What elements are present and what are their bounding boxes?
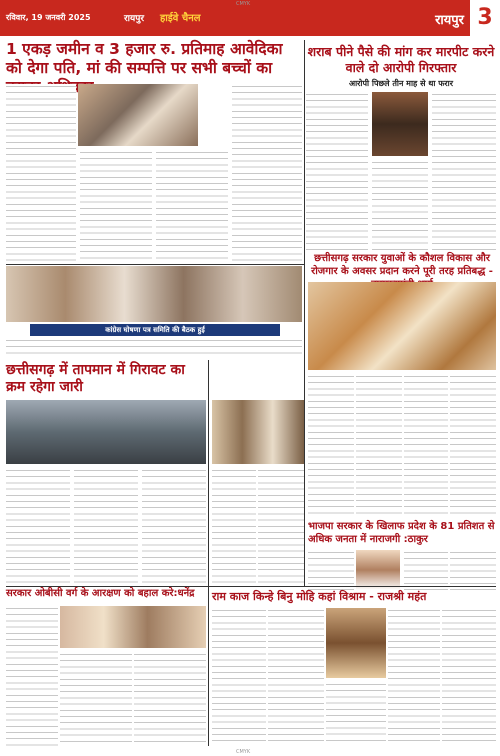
story6-text-col1 (308, 550, 354, 590)
story6-text-col3 (450, 550, 496, 590)
story8-headline: राम काज किन्हे बिनु मोहि कहां विश्राम - राजश्री महंत (212, 590, 427, 603)
rule-vertical-2 (208, 360, 209, 746)
story6-headline: भाजपा सरकार के खिलाफ प्रदेश के 81 प्रतिशत से अधिक जनता में नाराजगी :ठाकुर (308, 521, 495, 545)
middle-text-col2 (258, 468, 304, 584)
story2-photo (372, 92, 428, 156)
story6-text-col2 (404, 550, 448, 590)
middle-photo (212, 400, 304, 464)
story5-text-col1 (6, 468, 70, 584)
issue-date: रविवार, 19 जनवरी 2025 (6, 13, 91, 22)
story5-text-col3 (142, 468, 206, 584)
story8-text-col2 (268, 608, 324, 746)
story8-text-col1 (212, 608, 266, 746)
story7-photo (60, 606, 206, 648)
meeting-photo (6, 266, 302, 322)
lead-text-col4 (232, 84, 302, 262)
weather-photo (6, 400, 206, 464)
meeting-caption-banner: कांग्रेस घोषणा पत्र समिति की बैठक हुई (30, 324, 280, 336)
story2-text-col3 (432, 92, 496, 252)
page-number: 3 (470, 0, 500, 36)
story7-text-col1 (6, 606, 58, 746)
story2-text-col2 (372, 160, 428, 252)
story7-headline: सरकार ओबीसी वर्ग के आरक्षण को बहाल करे:धनेंद्र (6, 588, 195, 599)
story5-headline: छत्तीसगढ़ में तापमान में गिरावट का क्रम रहेगा जारी (6, 362, 185, 395)
story4-text-col2 (356, 374, 402, 516)
story8-photo (326, 608, 386, 678)
story8-text-col5 (442, 608, 496, 746)
meeting-caption-text (6, 338, 302, 358)
newspaper-brand: हाईवे चैनल (160, 13, 201, 24)
lead-text-col3 (156, 150, 228, 262)
story7-text-col2 (60, 652, 132, 746)
story4-text-col1 (308, 374, 354, 516)
lead-text-col1 (6, 84, 76, 262)
story2-text-col1 (306, 92, 368, 252)
story8-text-col3 (326, 682, 386, 746)
story7-text-col3 (134, 652, 206, 746)
middle-text-col1 (212, 468, 256, 584)
rule-vertical-1 (304, 40, 305, 586)
section-city: रायपुर (435, 13, 464, 28)
edition-city: रायपुर (124, 14, 145, 24)
story2-subheadline: आरोपी पिछले तीन माह से था फरार (348, 79, 454, 88)
print-mark-bottom: CMYK (236, 749, 251, 755)
story6-photo (356, 550, 400, 590)
story8-text-col4 (388, 608, 440, 746)
lead-text-col2 (80, 150, 152, 262)
story4-text-col3 (404, 374, 448, 516)
print-mark-top: CMYK (236, 1, 251, 7)
lead-photo (78, 84, 198, 146)
story4-photo (308, 282, 496, 370)
rule-horizontal-1 (6, 264, 304, 265)
story4-headline: छत्तीसगढ़ सरकार युवाओं के कौशल विकास और रोजगार के अवसर प्रदान करने पूरी तरह प्रतिबद्ध - (311, 253, 493, 277)
story5-text-col2 (74, 468, 138, 584)
story2-headline: शराब पीने पैसे की मांग कर मारपीट करने वाले दो आरोपी गिरफ्तार (307, 44, 495, 75)
story4-text-col4 (450, 374, 496, 516)
lead-headline: 1 एकड़ जमीन व 3 हजार रु. प्रतिमाह आवेदिका को देगा पति, मां की सम्पत्ति पर सभी बच्चों का (6, 40, 283, 77)
rule-horizontal-2 (6, 586, 496, 587)
